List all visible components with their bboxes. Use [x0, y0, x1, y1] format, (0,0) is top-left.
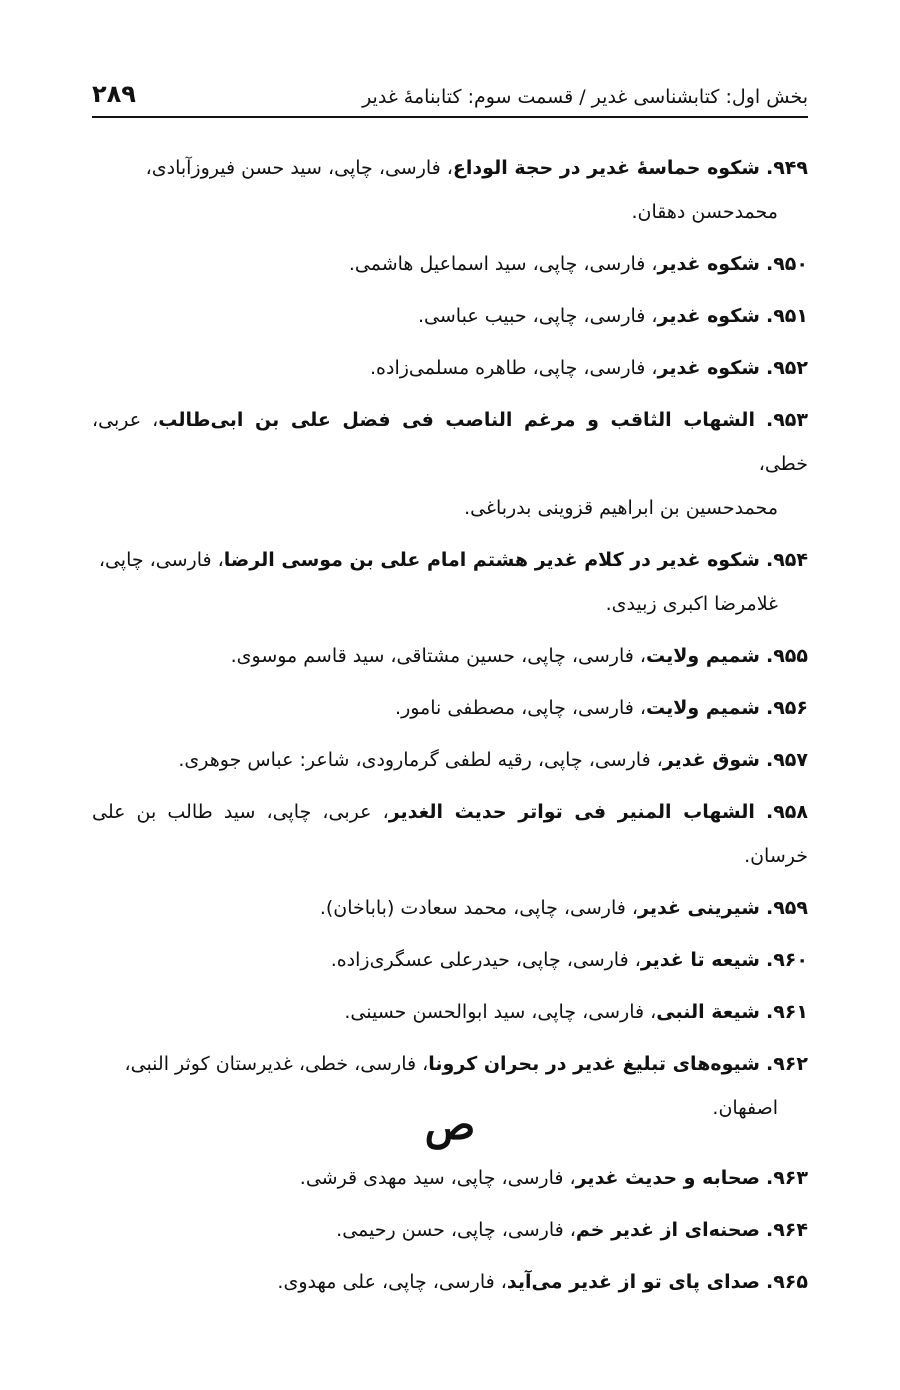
- entry-number: ۹۵۴.: [765, 549, 808, 571]
- bibliography-entry: [92, 346, 808, 390]
- bibliography-entry: [92, 538, 808, 626]
- entry-number: ۹۶۴.: [765, 1219, 808, 1241]
- entry-details: ، عربی، خطی،: [92, 409, 808, 475]
- entry-title: الشهاب المنیر فی تواتر حدیث الغدیر: [388, 801, 755, 823]
- entry-title: صدای پای تو از غدیر می‌آید: [506, 1271, 760, 1293]
- entry-number: ۹۶۲.: [765, 1053, 808, 1075]
- bibliography-entry: [92, 990, 808, 1034]
- entry-number: ۹۶۳.: [765, 1167, 808, 1189]
- entry-number: ۹۴۹.: [765, 157, 808, 179]
- entry-details: ، فارسی، چاپی، سید ابوالحسن حسینی.: [344, 1001, 657, 1023]
- entry-title: شکوه غدیر: [657, 305, 760, 327]
- bibliography-entry: [92, 294, 808, 338]
- entry-details: ، فارسی، چاپی، علی مهدوی.: [277, 1271, 507, 1293]
- entry-details: ، فارسی، چاپی، رقیه لطفی گرمارودی، شاعر: عباس جوهری.: [178, 749, 663, 771]
- entry-title: شکوه حماسهٔ غدیر در حجة الوداع: [452, 157, 760, 179]
- page-number: ۲۸۹: [92, 80, 136, 108]
- entry-title: الشهاب الثاقب و مرغم الناصب فی فضل علی بن ابی‌طالب: [158, 409, 755, 431]
- entry-number: ۹۶۱.: [765, 1001, 808, 1023]
- entry-title: شمیم ولایت: [646, 645, 760, 667]
- entry-number: ۹۵۵.: [765, 645, 808, 667]
- entry-title: شوق غدیر: [662, 749, 760, 771]
- entry-number: ۹۵۹.: [765, 897, 808, 919]
- bibliography-entry: [92, 1156, 808, 1200]
- entry-continuation: محمدحسن دهقان.: [631, 201, 778, 223]
- entry-details: ، فارسی، چاپی،: [98, 549, 224, 571]
- bibliography-entry: [92, 634, 808, 678]
- entry-details: ، فارسی، خطی، غدیرستان کوثر النبی،: [124, 1053, 429, 1075]
- bibliography-entry: [92, 146, 808, 234]
- running-header: [92, 68, 808, 108]
- running-header-title: بخش اول: کتابشناسی غدیر / قسمت سوم: کتابنامهٔ غدیر: [362, 86, 808, 108]
- entry-title: شیعه تا غدیر: [640, 949, 760, 971]
- bibliography-entry: [92, 738, 808, 782]
- entry-continuation: اصفهان.: [712, 1097, 778, 1119]
- header-rule: [92, 116, 808, 118]
- entry-details: ، فارسی، چاپی، حبیب عباسی.: [418, 305, 658, 327]
- entry-title: شمیم ولایت: [646, 697, 760, 719]
- bibliography-entry: [92, 398, 808, 530]
- bibliography-entry: [92, 790, 808, 878]
- bibliography-entry: [92, 1260, 808, 1304]
- entry-details: ، فارسی، چاپی، مصطفی نامور.: [395, 697, 647, 719]
- bibliography-entry: [92, 886, 808, 930]
- entry-details: ، فارسی، چاپی، سید حسن فیروزآبادی،: [145, 157, 453, 179]
- entry-title: صحنه‌ای از غدیر خم: [575, 1219, 760, 1241]
- entry-number: ۹۵۰.: [765, 253, 808, 275]
- entry-number: ۹۶۰.: [765, 949, 808, 971]
- bibliography-entry: [92, 1208, 808, 1252]
- entry-details: ، فارسی، چاپی، حیدرعلی عسگری‌زاده.: [330, 949, 641, 971]
- entry-details: ، فارسی، چاپی، حسن رحیمی.: [336, 1219, 576, 1241]
- entry-number: ۹۵۱.: [765, 305, 808, 327]
- entry-details: ، فارسی، چاپی، حسین مشتاقی، سید قاسم موسوی.: [230, 645, 647, 667]
- entry-details: ، فارسی، چاپی، طاهره مسلمی‌زاده.: [370, 357, 658, 379]
- entry-title: شیرینی غدیر: [638, 897, 760, 919]
- bibliography-entry: [92, 242, 808, 286]
- entry-title: شیعة النبی: [656, 1001, 760, 1023]
- entry-details: ، فارسی، چاپی، سید اسماعیل هاشمی.: [348, 253, 658, 275]
- entry-number: ۹۵۸.: [765, 801, 808, 823]
- entry-title: شکوه غدیر در کلام غدیر هشتم امام علی بن موسی الرضا: [223, 549, 760, 571]
- bibliography-entry: [92, 686, 808, 730]
- entry-details: ، فارسی، چاپی، محمد سعادت (باباخان).: [319, 897, 639, 919]
- entry-number: ۹۵۲.: [765, 357, 808, 379]
- entry-title: صحابه و حدیث غدیر: [575, 1167, 760, 1189]
- section-letter-heading: ص: [424, 1100, 476, 1149]
- entry-title: شکوه غدیر: [657, 357, 760, 379]
- entry-list: [92, 146, 808, 1138]
- entry-continuation: غلامرضا اکبری زبیدی.: [605, 593, 778, 615]
- bibliography-entry: [92, 938, 808, 982]
- entry-continuation: محمدحسین بن ابراهیم قزوینی بدرباغی.: [464, 497, 778, 519]
- entry-title: شکوه غدیر: [657, 253, 760, 275]
- entry-number: ۹۵۶.: [765, 697, 808, 719]
- entry-number: ۹۶۵.: [765, 1271, 808, 1293]
- entry-details: ، فارسی، چاپی، سید مهدی قرشی.: [299, 1167, 576, 1189]
- entry-number: ۹۵۷.: [765, 749, 808, 771]
- entry-details: ، عربی، چاپی، سید طالب بن علی خرسان.: [92, 801, 808, 867]
- entry-title: شیوه‌های تبلیغ غدیر در بحران کرونا: [428, 1053, 760, 1075]
- entry-number: ۹۵۳.: [765, 409, 808, 431]
- entry-list-sad: [92, 1156, 808, 1312]
